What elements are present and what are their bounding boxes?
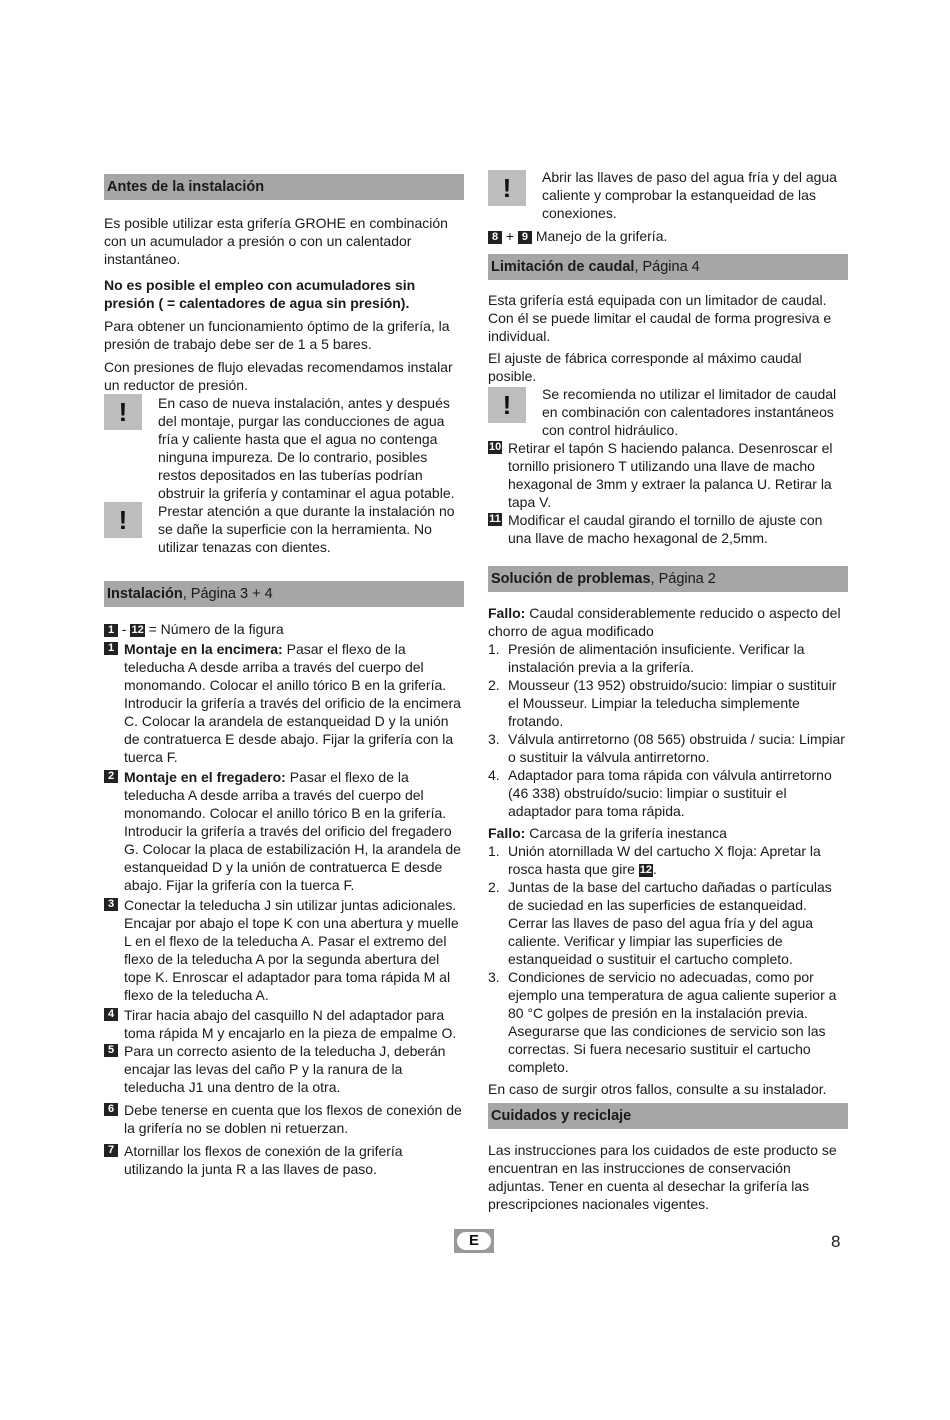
list-number: 2. [488,677,500,693]
page-number: 8 [831,1232,841,1251]
step-heading: Montaje en el fregadero: [124,769,286,785]
section-title: Antes de la instalación [107,179,265,195]
warning-text: En caso de nueva instalación, antes y después del montaje, purgar las conducciones de agua fría y caliente hasta que el agua no contenga ninguna impureza. De lo contrario, posibles restos depositados en las tuberías podrían obstruir la grifería y contaminar el agua potable. [158,395,455,501]
range-text: = Número de la figura [148,621,284,637]
paragraph: Esta grifería está equipada con un limitador de caudal. Con él se puede limitar el caudal de forma progresiva e individual. [488,292,832,344]
fault-label: Fallo: [488,605,526,621]
section-header-cuidados [488,1103,848,1129]
step-number: 10 [489,441,502,453]
list-text: Juntas de la base del cartucho dañadas o partículas de suciedad en las superficies de estanqueidad. Cerrar las llaves de paso del agua fría y del agua caliente. Verificar y limpiar las superficies de estanqueidad o sustituir el cartucho completo. [508,879,832,967]
step-number: 4 [104,1008,118,1021]
list-item [488,878,848,968]
step-2 [104,768,464,894]
list-text: Unión atornillada W del cartucho X floja: Apretar la rosca hasta que gire [508,843,821,877]
fault-description [488,824,848,842]
step-number: 5 [104,1044,118,1057]
figure-number: 12 [131,624,144,636]
warning-note [488,385,848,439]
step-text: Debe tenerse en cuenta que los flexos de conexión de la grifería no se doblen ni retuerzan. [124,1102,462,1136]
section-title-page: , Página 3 + 4 [182,586,273,602]
warning-text: Prestar atención a que durante la instalación no se dañe la superficie con la herramienta. No utilizar tenazas con dientes. [158,503,455,555]
warning-icon: ! [104,394,142,430]
step-6 [104,1101,464,1137]
warning-icon: ! [488,387,526,423]
step-text: Tirar hacia abajo del casquillo N del adaptador para toma rápida M y encajarlo en la pieza de empalme O. [124,1007,457,1041]
paragraph: El ajuste de fábrica corresponde al máximo caudal posible. [488,350,802,384]
fault-text: Caudal considerablemente reducido o aspecto del chorro de agua modificado [488,605,841,639]
figure-number: 8 [488,231,502,244]
step-3 [104,896,464,1004]
paragraph-bold: No es posible el empleo con acumuladores sin presión ( = calentadores de agua sin presión). [104,277,416,311]
paragraph: Las instrucciones para los cuidados de este producto se encuentran en las instrucciones de conservación adjuntas. Tener en cuenta al desechar la grifería las prescripciones nacionales vigentes. [488,1142,837,1212]
list-number: 2. [488,879,500,895]
step-text: Conectar la teleducha J sin utilizar juntas adicionales. Encajar por abajo el tope K con una abertura y muelle L en el flexo de la teleducha A. Pasar el extremo del flexo de la teleducha A por la segunda abertura del tope K. Enroscar el adaptador para toma rápida M al flexo de la teleducha A. [124,897,459,1003]
section-title: Solución de problemas [491,571,651,587]
list-number: 3. [488,731,500,747]
step-1 [104,640,464,766]
step-number: 3 [104,898,118,911]
figure-number: 12 [639,864,652,876]
list-text: Válvula antirretorno (08 565) obstruida / sucia: Limpiar o sustituir la válvula antirretorno. [508,731,845,765]
warning-icon: ! [488,170,526,206]
list-text: Presión de alimentación insuficiente. Verificar la instalación previa a la grifería. [508,641,805,675]
range-separator: - [121,621,127,637]
language-code: E [457,1232,491,1250]
paragraph: En caso de surgir otros fallos, consulte a su instalador. [488,1081,827,1097]
right-column [488,168,848,1213]
list-text: Mousseur (13 952) obstruido/sucio: limpiar o sustituir el Mousseur. Limpiar la teleducha simplemente frotando. [508,677,837,729]
list-item [488,676,848,730]
step-10 [488,439,848,511]
list-item [488,968,848,1076]
paragraph: Es posible utilizar esta grifería GROHE en combinación con un acumulador a presión o con un calentador instantáneo. [104,215,448,267]
section-title-page: , Página 4 [634,259,700,275]
step-number: 2 [104,770,118,783]
step-number: 1 [104,642,118,655]
section-title: Limitación de caudal [491,259,635,275]
list-text: Condiciones de servicio no adecuadas, como por ejemplo una temperatura de agua caliente superior a 80 °C golpes de presión en la instalación previa. Asegurarse que las condiciones de servicio son las correctas. Si fuera necesario sustituir el cartucho completo. [508,969,837,1075]
step-number: 11 [489,513,501,525]
figure-number: 9 [518,231,532,244]
warning-icon: ! [104,502,142,538]
step-5 [104,1042,464,1096]
figure-caption: Manejo de la grifería. [535,228,668,244]
section-header-solucion [488,566,848,592]
step-text: Retirar el tapón S haciendo palanca. Desenroscar el tornillo prisionero T utilizando una llave de macho hexagonal de 3mm y extraer la palanca U. Retirar la tapa V. [508,440,833,510]
fault-description [488,604,848,640]
step-number: 6 [104,1103,118,1116]
warning-text: Abrir las llaves de paso del agua fría y del agua caliente y comprobar la estanqueidad de las conexiones. [542,169,837,221]
warning-note [104,394,464,502]
figure-number: 1 [104,624,118,637]
plus-sign: + [505,228,515,244]
fault-text: Carcasa de la grifería inestanca [529,825,727,841]
step-11 [488,511,848,547]
step-heading: Montaje en la encimera: [124,641,283,657]
fault-list [488,640,848,820]
left-column [104,168,464,1178]
list-item [488,730,848,766]
step-text: Modificar el caudal girando el tornillo de ajuste con una llave de macho hexagonal de 2,5mm. [508,512,823,546]
fault-list [488,842,848,1076]
list-number: 1. [488,843,500,859]
step-number: 7 [104,1144,118,1157]
section-title: Instalación [107,586,183,602]
section-title: Cuidados y reciclaje [491,1108,632,1124]
section-title-page: , Página 2 [650,571,716,587]
section-header-limitacion [488,254,848,280]
fault-label: Fallo: [488,825,526,841]
list-item [488,766,848,820]
list-item [488,842,848,878]
step-text: Pasar el flexo de la teleducha A desde arriba a través del cuerpo del monomando. Colocar el anillo tórico B en la grifería. Introducir la grifería a través del orificio del fregadero G. Colocar la placa de estabilización H, la arandela de estanqueidad D y la unión de contratuerca E desde abajo. Fijar la grifería con la tuerca F. [124,769,461,893]
list-number: 4. [488,767,500,783]
list-number: 1. [488,641,500,657]
list-text-end: . [653,861,657,877]
step-4 [104,1006,464,1042]
warning-note [488,168,848,222]
paragraph: Para obtener un funcionamiento óptimo de la grifería, la presión de trabajo debe ser de 1 a 5 bares. [104,318,450,352]
list-text: Adaptador para toma rápida con válvula antirretorno (46 338) obstruído/sucio: limpiar o sustituir el adaptador para toma rápida. [508,767,832,819]
list-number: 3. [488,969,500,985]
list-item [488,640,848,676]
warning-text: Se recomienda no utilizar el limitador de caudal en combinación con calentadores instantáneos con control hidráulico. [542,386,837,438]
step-text: Para un correcto asiento de la teleducha J, deberán encajar las levas del caño P y la ranura de la teleducha J1 una dentro de la otra. [124,1043,446,1095]
figure-range [104,620,464,638]
figure-reference [488,227,848,245]
language-badge [454,1229,494,1253]
section-header-antes [104,174,464,200]
step-text: Atornillar los flexos de conexión de la grifería utilizando la junta R a las llaves de paso. [124,1143,403,1177]
step-text: Pasar el flexo de la teleducha A desde arriba a través del cuerpo del monomando. Colocar el anillo tórico B en la grifería. Introducir la grifería a través del orificio de la encimera C. Colocar la arandela de estanqueidad D y la unión de contratuerca E desde abajo. Fijar la grifería con la tuerca F. [124,641,461,765]
warning-note [104,502,464,556]
paragraph: Con presiones de flujo elevadas recomendamos instalar un reductor de presión. [104,359,453,393]
section-header-instalacion [104,581,464,607]
step-7 [104,1142,464,1178]
